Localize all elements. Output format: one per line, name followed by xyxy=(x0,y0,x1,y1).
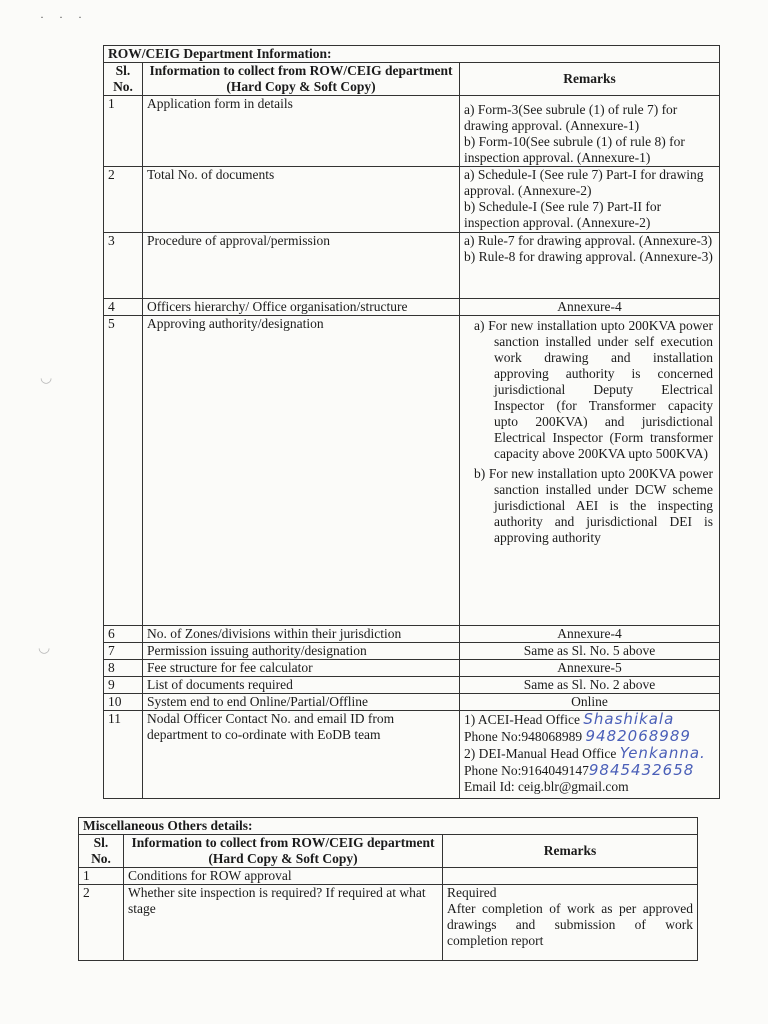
info-cell: Fee structure for fee calculator xyxy=(143,660,460,677)
phone-number: Phone No:9164049147 xyxy=(464,763,589,778)
table-row xyxy=(104,694,720,711)
table-row xyxy=(104,233,720,299)
table-row xyxy=(104,316,720,626)
section-title: Miscellaneous Others details: xyxy=(79,818,698,835)
table-row xyxy=(104,96,720,167)
table-row xyxy=(104,643,720,660)
info-cell: Total No. of documents xyxy=(143,167,460,233)
info-cell: Nodal Officer Contact No. and email ID from department to co-ordinate with EoDB team xyxy=(143,711,460,799)
header-sl: Sl. No. xyxy=(104,63,143,96)
remarks-cell xyxy=(443,885,698,961)
contact-line-1 xyxy=(464,711,715,728)
info-cell: Application form in details xyxy=(143,96,460,167)
table-row xyxy=(104,299,720,316)
header-info: Information to collect from ROW/CEIG department (Hard Copy & Soft Copy) xyxy=(124,835,443,868)
scan-mark: ◡ xyxy=(40,371,53,386)
handwritten-phone: 9482068989 xyxy=(585,727,691,745)
table-row xyxy=(104,711,720,799)
handwritten-name: Shashikala xyxy=(583,710,675,728)
phone-number: Phone No:948068989 xyxy=(464,729,583,744)
sl-cell: 1 xyxy=(104,96,143,167)
remarks-cell: Annexure-4 xyxy=(460,299,720,316)
sl-cell: 11 xyxy=(104,711,143,799)
handwritten-phone: 9845432658 xyxy=(588,761,695,779)
remarks-cell: a) Schedule-I (See rule 7) Part-I for drawing approval. (Annexure-2) b) Schedule-I (See rule 7) Part-II for inspection approval. (Annexure-2) xyxy=(460,167,720,233)
header-remarks: Remarks xyxy=(443,835,698,868)
remarks-cell: Annexure-5 xyxy=(460,660,720,677)
contact-role: 2) DEI-Manual Head Office xyxy=(464,746,617,761)
scan-specks: · · · xyxy=(40,10,88,24)
table-row xyxy=(104,677,720,694)
header-sl: Sl. No. xyxy=(79,835,124,868)
sl-cell: 10 xyxy=(104,694,143,711)
sl-cell: 9 xyxy=(104,677,143,694)
misc-details-table xyxy=(78,817,698,961)
sl-cell: 6 xyxy=(104,626,143,643)
contact-role: 1) ACEI-Head Office xyxy=(464,712,580,727)
header-remarks: Remarks xyxy=(460,63,720,96)
remarks-cell xyxy=(460,316,720,626)
sl-cell: 1 xyxy=(79,868,124,885)
sl-cell: 2 xyxy=(79,885,124,961)
remarks-cell: Online xyxy=(460,694,720,711)
info-cell: Permission issuing authority/designation xyxy=(143,643,460,660)
table-row xyxy=(104,167,720,233)
contact-line-2 xyxy=(464,745,715,762)
remarks-cell: a) Form-3(See subrule (1) of rule 7) for drawing approval. (Annexure-1) b) Form-10(See subrule (1) of rule 8) for inspection approval. (Annexure-1) xyxy=(460,96,720,167)
remarks-cell: Same as Sl. No. 2 above xyxy=(460,677,720,694)
phone-line-2 xyxy=(464,762,715,779)
info-cell: System end to end Online/Partial/Offline xyxy=(143,694,460,711)
info-cell: List of documents required xyxy=(143,677,460,694)
table-row xyxy=(79,885,698,961)
table-row xyxy=(79,868,698,885)
email-line: Email Id: ceig.blr@gmail.com xyxy=(464,779,629,794)
table-row xyxy=(104,660,720,677)
remarks-cell: Same as Sl. No. 5 above xyxy=(460,643,720,660)
sl-cell: 7 xyxy=(104,643,143,660)
info-cell: Conditions for ROW approval xyxy=(124,868,443,885)
info-cell: No. of Zones/divisions within their jurisdiction xyxy=(143,626,460,643)
remarks-cell: Annexure-4 xyxy=(460,626,720,643)
remark-item-a: a) For new installation upto 200KVA power sanction installed under self execution work drawing and installation approving authority is concerned jurisdictional Deputy Electrical Inspector (for Transformer capacity upto 200KVA) and jurisdictional Electrical Inspector (Form transformer capacity above 200KVA upto 500KVA) xyxy=(474,318,713,461)
table-row xyxy=(104,626,720,643)
remark-required: Required xyxy=(447,885,497,900)
sl-cell: 3 xyxy=(104,233,143,299)
row-ceig-info-table xyxy=(103,45,720,799)
handwritten-name: Yenkanna. xyxy=(619,744,706,762)
info-cell: Officers hierarchy/ Office organisation/structure xyxy=(143,299,460,316)
sl-cell: 8 xyxy=(104,660,143,677)
remark-item-b: b) For new installation upto 200KVA power sanction installed under DCW scheme jurisdictional AEI is the inspecting authority and jurisdictional DEI is approving authority xyxy=(474,466,713,545)
sl-cell: 4 xyxy=(104,299,143,316)
info-cell: Procedure of approval/permission xyxy=(143,233,460,299)
info-cell: Approving authority/designation xyxy=(143,316,460,626)
info-cell: Whether site inspection is required? If required at what stage xyxy=(124,885,443,961)
sl-cell: 2 xyxy=(104,167,143,233)
remarks-cell: a) Rule-7 for drawing approval. (Annexure-3) b) Rule-8 for drawing approval. (Annexure-3) xyxy=(460,233,720,299)
remarks-cell xyxy=(443,868,698,885)
remarks-cell xyxy=(460,711,720,799)
section-title: ROW/CEIG Department Information: xyxy=(104,46,720,63)
scan-mark: ◡ xyxy=(38,641,51,656)
sl-cell: 5 xyxy=(104,316,143,626)
phone-line-1 xyxy=(464,728,715,745)
header-info: Information to collect from ROW/CEIG department (Hard Copy & Soft Copy) xyxy=(143,63,460,96)
remark-detail: After completion of work as per approved drawings and submission of work completion report xyxy=(447,901,693,948)
